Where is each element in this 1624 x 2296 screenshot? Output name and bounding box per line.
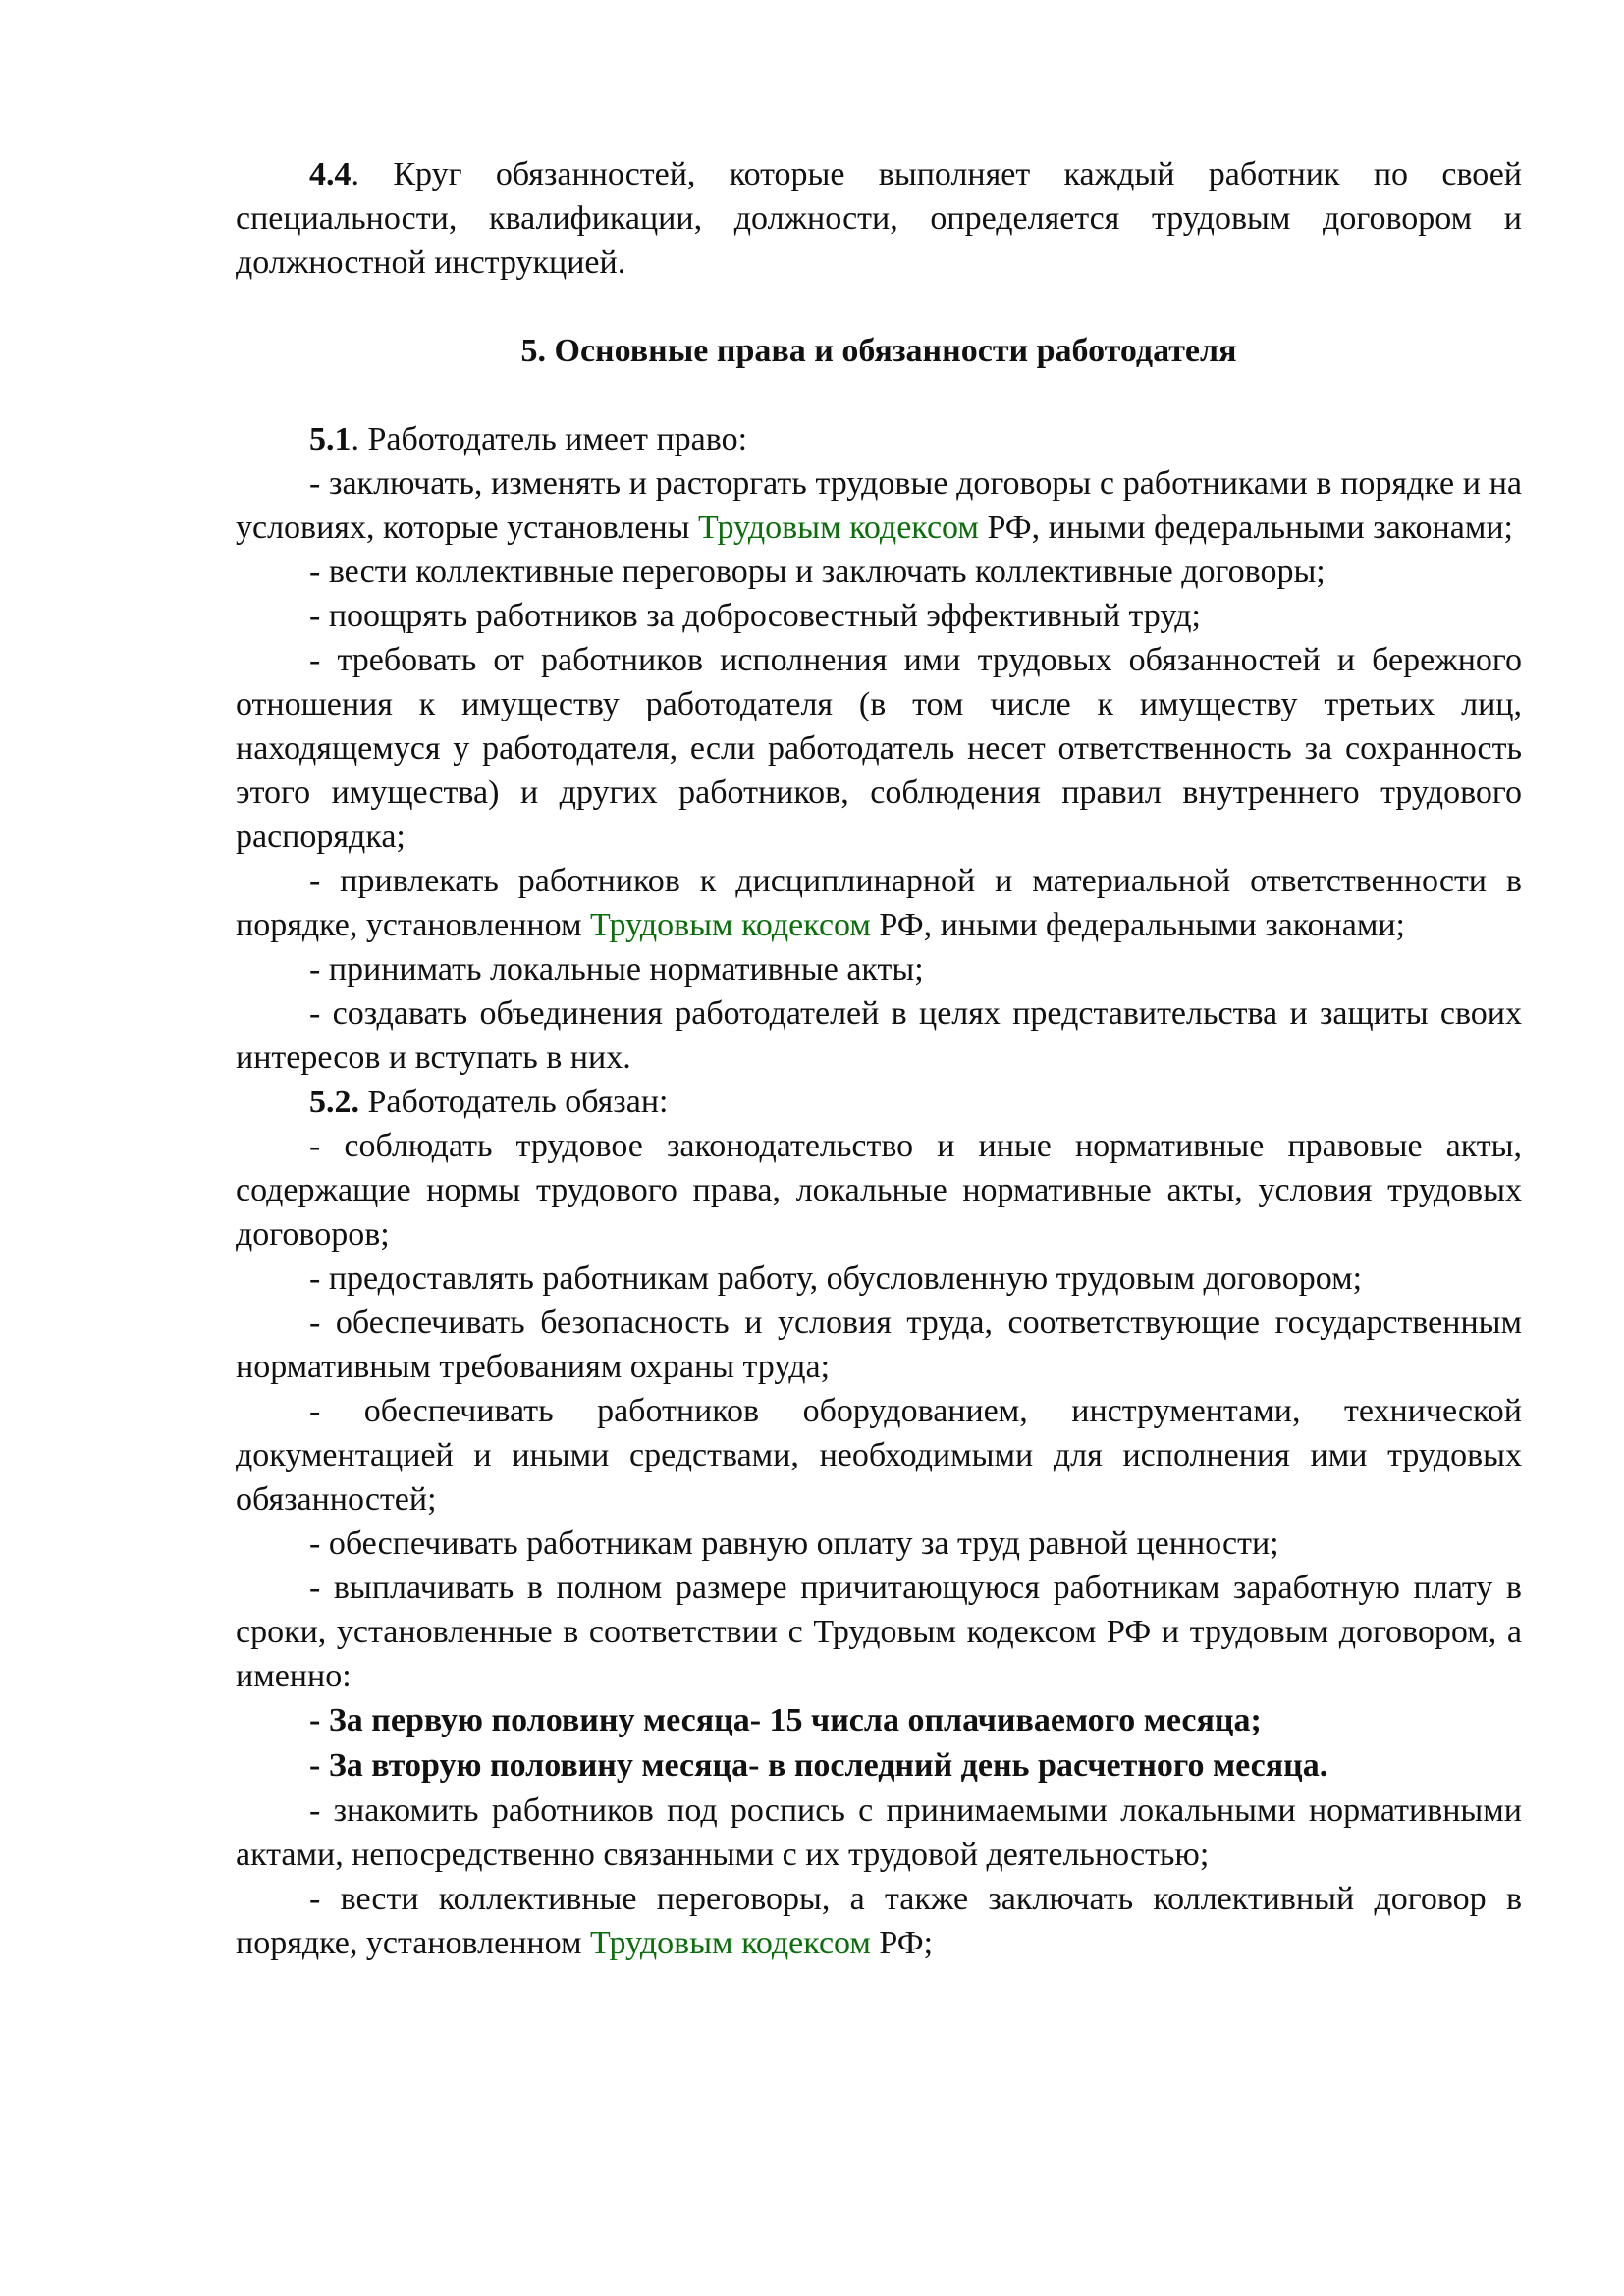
paragraph-text: Работодатель обязан:	[359, 1084, 669, 1120]
paragraph-text: . Круг обязанностей, которые выполняет каждый работник по своей специальности, квалификации, должности, определяется трудовым договором и должностной инструкцией.	[236, 156, 1522, 281]
labor-code-link[interactable]: Трудовым кодексом	[589, 907, 871, 943]
right-item-2: - вести коллективные переговоры и заключать коллективные договоры;	[309, 554, 1326, 590]
item-text: - привлекать работников к дисциплинарной и материальной ответственности в порядке, установленном	[236, 863, 1522, 943]
item-text: РФ, иными федеральными законами;	[978, 509, 1514, 546]
duty-item-4: - обеспечивать работников оборудованием, инструментами, технической документацией и иными средствами, необходимыми для исполнения ими трудовых обязанностей;	[236, 1393, 1522, 1518]
clause-number: 5.1	[309, 421, 352, 457]
paragraph-4-4	[236, 152, 1522, 285]
document-page	[236, 152, 1522, 1965]
duty-item-1: - соблюдать трудовое законодательство и иные нормативные правовые акты, содержащие нормы трудового права, локальные нормативные акты, условия трудовых договоров;	[236, 1128, 1522, 1253]
duty-item-2: - предоставлять работникам работу, обусловленную трудовым договором;	[309, 1260, 1363, 1297]
clause-number: 4.4	[309, 156, 352, 192]
duty-item-3: - обеспечивать безопасность и условия труда, соответствующие государственным нормативным требованиям охраны труда;	[236, 1305, 1522, 1385]
labor-code-link[interactable]: Трудовым кодексом	[698, 509, 979, 546]
paragraph-5-1	[236, 417, 1522, 461]
right-item-5	[236, 859, 1522, 947]
paragraph-5-2	[236, 1080, 1522, 1124]
duty-item-8	[236, 1877, 1522, 1965]
right-item-4: - требовать от работников исполнения ими трудовых обязанностей и бережного отношения к имуществу работодателя (в том числе к имуществу третьих лиц, находящемуся у работодателя, если работодатель несет ответственность за сохранность этого имущества) и других работников, соблюдения правил внутреннего трудового распорядка;	[236, 642, 1522, 855]
clause-number: 5.2.	[309, 1084, 359, 1120]
paragraph-text: . Работодатель имеет право:	[351, 421, 748, 457]
item-text: - заключать, изменять и расторгать трудовые договоры с работниками в порядке и на условиях, которые установлены	[236, 465, 1522, 546]
item-text: РФ, иными федеральными законами;	[870, 907, 1405, 943]
right-item-3: - поощрять работников за добросовестный эффективный труд;	[309, 598, 1201, 634]
duty-item-5: - обеспечивать работникам равную оплату за труд равной ценности;	[309, 1525, 1279, 1562]
pay-schedule-second-half: - За вторую половину месяца- в последний день расчетного месяца.	[309, 1747, 1328, 1784]
duty-item-6: - выплачивать в полном размере причитающуюся работникам заработную плату в сроки, установленные в соответствии с Трудовым кодексом РФ и трудовым договором, а именно:	[236, 1570, 1522, 1694]
right-item-1	[236, 461, 1522, 550]
item-text: РФ;	[870, 1925, 934, 1961]
right-item-7: - создавать объединения работодателей в целях представительства и защиты своих интересов и вступать в них.	[236, 995, 1522, 1076]
item-text: - вести коллективные переговоры, а также заключать коллективный договор в порядке, установленном	[236, 1881, 1522, 1961]
labor-code-link[interactable]: Трудовым кодексом	[589, 1925, 871, 1961]
duty-item-7: - знакомить работников под роспись с принимаемыми локальными нормативными актами, непосредственно связанными с их трудовой деятельностью;	[236, 1792, 1522, 1873]
section-heading: 5. Основные права и обязанности работодателя	[520, 333, 1237, 369]
right-item-6: - принимать локальные нормативные акты;	[309, 951, 924, 988]
pay-schedule-first-half: - За первую половину месяца- 15 числа оплачиваемого месяца;	[309, 1702, 1262, 1738]
